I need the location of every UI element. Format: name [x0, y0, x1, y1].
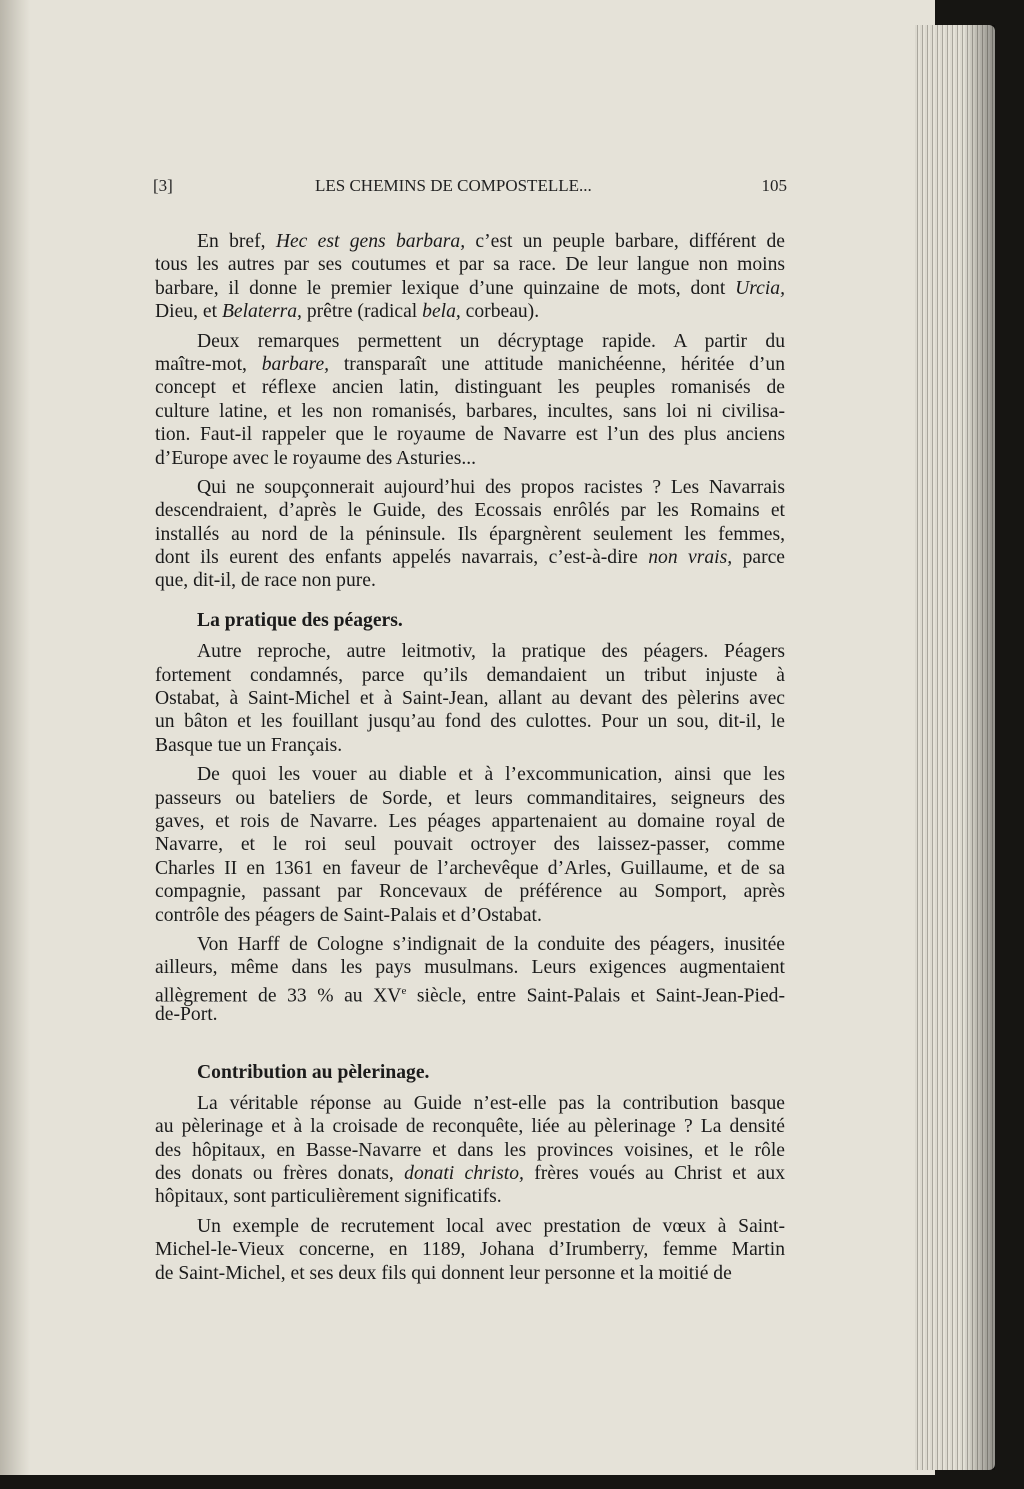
text-run: Michel-le-Vieux concerne, en 1189, Johana d’Irumberry, femme Martin [155, 1239, 785, 1261]
text-run: tion. Faut-il rappeler que le royaume de Navarre est l’un des plus anciens [155, 424, 785, 446]
text-line [155, 734, 785, 757]
text-line [155, 904, 785, 927]
text-run: Von Harff de Cologne s’indignait de la conduite des péagers, inusitée [197, 933, 785, 955]
text-run: Charles II en 1361 en faveur de l’archevêque d’Arles, Guillaume, et de sa [155, 857, 785, 879]
section-heading: La pratique des péagers. [197, 609, 403, 631]
text-line [155, 546, 785, 569]
paragraph [155, 640, 785, 757]
paragraph [155, 1092, 785, 1209]
text-run: descendraient, d’après le Guide, des Ecossais enrôlés par les Romains et [155, 500, 785, 522]
text-run: contrôle des péagers de Saint-Palais et d’Ostabat. [155, 904, 542, 926]
text-line [155, 664, 785, 687]
text-line [155, 330, 785, 353]
text-run: Dieu, et [155, 301, 222, 323]
text-run: En bref, [197, 231, 276, 252]
text-run: Deux remarques permettent un décryptage rapide. A partir du [197, 330, 785, 352]
text-run: Autre reproche, autre leitmotiv, la pratique des péagers. Péagers [197, 641, 785, 663]
running-header [153, 176, 787, 200]
text-run: siècle, entre Saint-Palais et Saint-Jean-Pied- [406, 985, 785, 1007]
text-run: maître-mot, [155, 353, 262, 375]
text-run: Un exemple de recrutement local avec prestation de vœux à Saint- [197, 1215, 785, 1237]
text-line [155, 1238, 785, 1261]
text-line [155, 640, 785, 663]
text-run: culture latine, et les non romanisés, barbares, incultes, sans loi ni civilisa- [155, 400, 785, 422]
section-number: [3] [153, 176, 173, 195]
text-run: des hôpitaux, en Basse-Navarre et dans les provinces voisines, et le rôle [155, 1139, 785, 1161]
paragraph [155, 763, 785, 927]
text-line [155, 1092, 785, 1115]
text-line [155, 1185, 785, 1208]
italic-run: bela, [422, 301, 461, 323]
text-line [155, 400, 785, 423]
text-run: dont ils eurent des enfants appelés navarrais, c’est-à-dire [155, 547, 649, 569]
text-run: compagnie, passant par Roncevaux de préférence au Somport, après [155, 881, 785, 903]
text-run: installés au nord de la péninsule. Ils épargnèrent seulement les femmes, [155, 523, 785, 545]
text-line [155, 857, 785, 880]
text-line [155, 980, 785, 1007]
paragraph [155, 476, 785, 593]
paragraph [155, 330, 785, 470]
paragraph [155, 933, 785, 1027]
paragraph [155, 1215, 785, 1285]
facing-page-edge [0, 0, 30, 1475]
text-run: Ostabat, à Saint-Michel et à Saint-Jean, allant au devant des pèlerins avec [155, 688, 785, 710]
text-line [155, 687, 785, 710]
text-line [155, 1139, 785, 1162]
section-heading: Contribution au pèlerinage. [197, 1061, 430, 1083]
text-run: parce [732, 547, 785, 569]
text-run: Navarre, et le roi seul pouvait octroyer des laissez-passer, comme [155, 834, 785, 856]
text-run: Basque tue un Français. [155, 734, 343, 756]
italic-run: Hec est gens barbara, [275, 231, 466, 252]
text-line [155, 253, 785, 276]
text-run: transparaît une attitude manichéenne, héritée d’un [329, 353, 785, 375]
text-run: de Saint-Michel, et ses deux fils qui donnent leur personne et la moitié de [155, 1262, 732, 1284]
text-run: de-Port. [155, 1004, 218, 1026]
running-title: LES CHEMINS DE COMPOSTELLE... [315, 176, 592, 195]
italic-run: non vrais, [648, 547, 733, 569]
text-line [155, 880, 785, 903]
text-run: Qui ne soupçonnerait aujourd’hui des propos racistes ? Les Navarrais [197, 476, 785, 498]
text-line [155, 956, 785, 979]
text-run: prêtre (radical [301, 301, 423, 323]
text-line [155, 376, 785, 399]
page-stack-edges [915, 25, 995, 1470]
text-line [155, 277, 785, 300]
italic-run: barbare, [261, 353, 330, 375]
text-run: frères voués au Christ et aux [523, 1163, 785, 1185]
italic-run: donati christo, [404, 1163, 524, 1185]
text-run: La véritable réponse au Guide n’est-elle pas la contribution basque [197, 1092, 785, 1114]
text-run: d’Europe avec le royaume des Asturies... [155, 447, 477, 469]
text-line [155, 1262, 785, 1285]
text-line [155, 1115, 785, 1138]
text-run: ailleurs, même dans les pays musulmans. Leurs exigences augmentaient [155, 957, 785, 979]
text-run: De quoi les vouer au diable et à l’excommunication, ainsi que les [197, 764, 785, 786]
text-run: gaves, et rois de Navarre. Les péages appartenaient au domaine royal de [155, 811, 785, 832]
text-line [155, 230, 785, 253]
text-run: hôpitaux, sont particulièrement significatifs. [155, 1186, 502, 1208]
text-run: des donats ou frères donats, [155, 1163, 405, 1185]
text-run: tous les autres par ses coutumes et par sa race. De leur langue non moins [155, 254, 785, 276]
italic-run: Belaterra, [221, 301, 302, 323]
text-line [155, 476, 785, 499]
text-line [155, 833, 785, 856]
superscript: e [401, 984, 407, 997]
italic-run: Urcia, [735, 277, 785, 299]
body-text [155, 230, 785, 1285]
text-run: c’est un peuple barbare, différent de [465, 231, 785, 252]
text-run: concept et réflexe ancien latin, distinguant les peuples romanisés de [155, 377, 785, 399]
text-run: passeurs ou bateliers de Sorde, et leurs commanditaires, seigneurs des [155, 787, 785, 809]
text-run: barbare, il donne le premier lexique d’une quinzaine de mots, dont [155, 277, 736, 299]
text-line [155, 447, 785, 470]
page-number: 105 [761, 176, 787, 195]
text-line [155, 423, 785, 446]
text-run: au pèlerinage et à la croisade de reconquête, liée au pèlerinage ? La densité [155, 1116, 785, 1138]
text-run: que, dit-il, de race non pure. [155, 570, 376, 592]
text-line [155, 523, 785, 546]
text-line [155, 933, 785, 956]
text-line [155, 763, 785, 786]
text-line [155, 1215, 785, 1238]
text-line [155, 353, 785, 376]
text-run: fortement condamnés, parce qu’ils demandaient un tribut injuste à [155, 664, 785, 686]
text-line [155, 300, 785, 323]
text-line [155, 1162, 785, 1185]
text-run: allègrement de 33 % au XV [155, 985, 402, 1007]
text-line [155, 569, 785, 592]
text-line [155, 1003, 785, 1026]
text-line [155, 710, 785, 733]
text-line [155, 787, 785, 810]
text-line [155, 499, 785, 522]
text-run: un bâton et les fouillant jusqu’au fond des culottes. Pour un sou, dit-il, le [155, 711, 785, 733]
text-line [155, 810, 785, 833]
paragraph [155, 230, 785, 324]
text-run: corbeau). [460, 301, 540, 323]
